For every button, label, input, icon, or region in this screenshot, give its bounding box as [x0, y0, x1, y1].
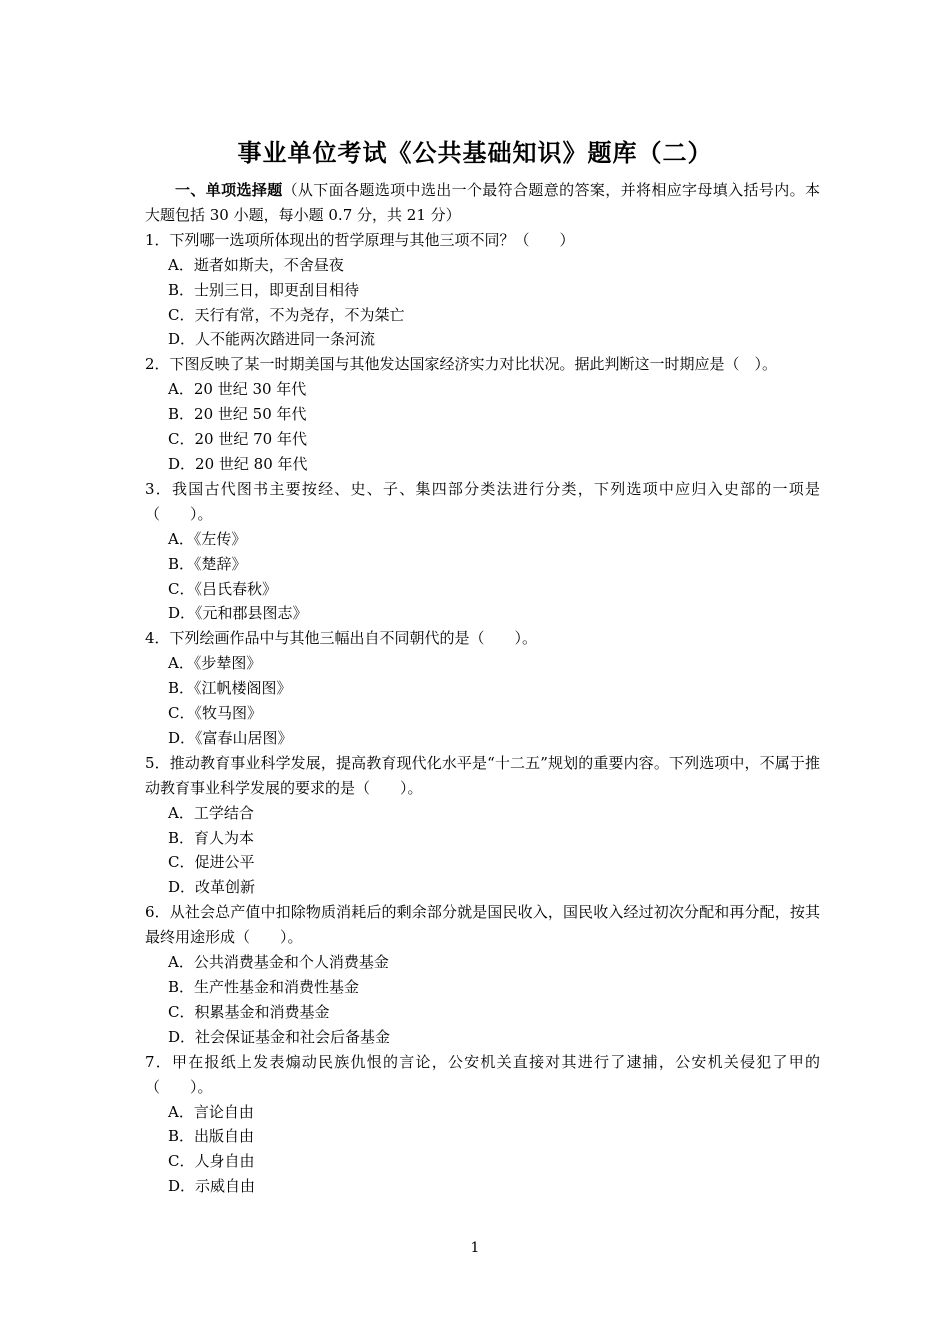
option-d: D．《元和郡县图志》 — [168, 604, 308, 623]
question-4 — [145, 626, 820, 751]
section-instructions: （从下面各题选项中选出一个最符合题意的答案，并将相应字母填入括号内。本大题包括 30 小题，每小题 0.7 分，共 21 分） — [145, 181, 820, 224]
option-d: D．改革创新 — [168, 878, 256, 897]
page-title: 事业单位考试《公共基础知识》题库（二） — [237, 139, 713, 167]
option-d: D．示威自由 — [168, 1177, 256, 1196]
question-2 — [145, 352, 820, 477]
option-b: B．20 世纪 50 年代 — [168, 405, 307, 424]
question-text: 6．从社会总产值中扣除物质消耗后的剩余部分就是国民收入，国民收入经过初次分配和再分配，按其最终用途形成（ ）。 — [145, 903, 820, 947]
question-text: 2．下图反映了某一时期美国与其他发达国家经济实力对比状况。据此判断这一时期应是（ ）。 — [145, 355, 778, 374]
option-c: C．20 世纪 70 年代 — [168, 430, 307, 449]
option-d: D．《富春山居图》 — [168, 728, 293, 747]
option-b: B．《江帆楼阁图》 — [168, 679, 292, 698]
question-text: 1．下列哪一选项所体现出的哲学原理与其他三项不同？（ ） — [145, 230, 575, 249]
question-6 — [145, 900, 820, 1049]
question-text: 3．我国古代图书主要按经、史、子、集四部分类法进行分类，下列选项中应归入史部的一项是（ ）。 — [145, 479, 820, 523]
option-d: D．20 世纪 80 年代 — [168, 454, 308, 473]
option-a: A．工学结合 — [168, 803, 254, 822]
question-text: 4．下列绘画作品中与其他三幅出自不同朝代的是（ ）。 — [145, 629, 538, 648]
question-text: 7．甲在报纸上发表煽动民族仇恨的言论，公安机关直接对其进行了逮捕，公安机关侵犯了甲的（ ）。 — [145, 1052, 820, 1096]
option-c: C．积累基金和消费基金 — [168, 1002, 330, 1021]
question-5 — [145, 751, 820, 900]
option-b: B．育人为本 — [168, 828, 255, 847]
option-b: B．出版自由 — [168, 1127, 255, 1146]
option-c: C．《牧马图》 — [168, 704, 262, 723]
option-a: A．《左传》 — [168, 529, 247, 548]
section-heading: 一、单项选择题 — [175, 181, 283, 199]
section-intro — [145, 178, 820, 228]
question-text: 5．推动教育事业科学发展，提高教育现代化水平是“十二五”规划的重要内容。下列选项中，不属于推动教育事业科学发展的要求的是（ ）。 — [145, 753, 820, 797]
option-a: A．《步辇图》 — [168, 654, 262, 673]
question-7 — [145, 1050, 820, 1199]
page-number: 1 — [470, 1240, 480, 1256]
question-list — [145, 178, 820, 1199]
option-d: D．人不能两次踏进同一条河流 — [168, 330, 376, 349]
option-d: D．社会保证基金和社会后备基金 — [168, 1027, 391, 1046]
question-3 — [145, 477, 820, 626]
option-a: A．逝者如斯夫，不舍昼夜 — [168, 255, 344, 274]
option-b: B．生产性基金和消费性基金 — [168, 978, 360, 996]
option-c: C．天行有常，不为尧存，不为桀亡 — [168, 305, 405, 324]
option-c: C．人身自由 — [168, 1152, 255, 1171]
option-a: A．公共消费基金和个人消费基金 — [168, 953, 389, 972]
option-c: C．《吕氏春秋》 — [168, 579, 277, 598]
option-b: B．士别三日，即更刮目相待 — [168, 280, 360, 299]
question-1 — [145, 228, 820, 353]
option-c: C．促进公平 — [168, 853, 255, 872]
option-a: A．20 世纪 30 年代 — [168, 380, 307, 399]
option-b: B．《楚辞》 — [168, 554, 247, 573]
option-a: A．言论自由 — [168, 1102, 254, 1121]
